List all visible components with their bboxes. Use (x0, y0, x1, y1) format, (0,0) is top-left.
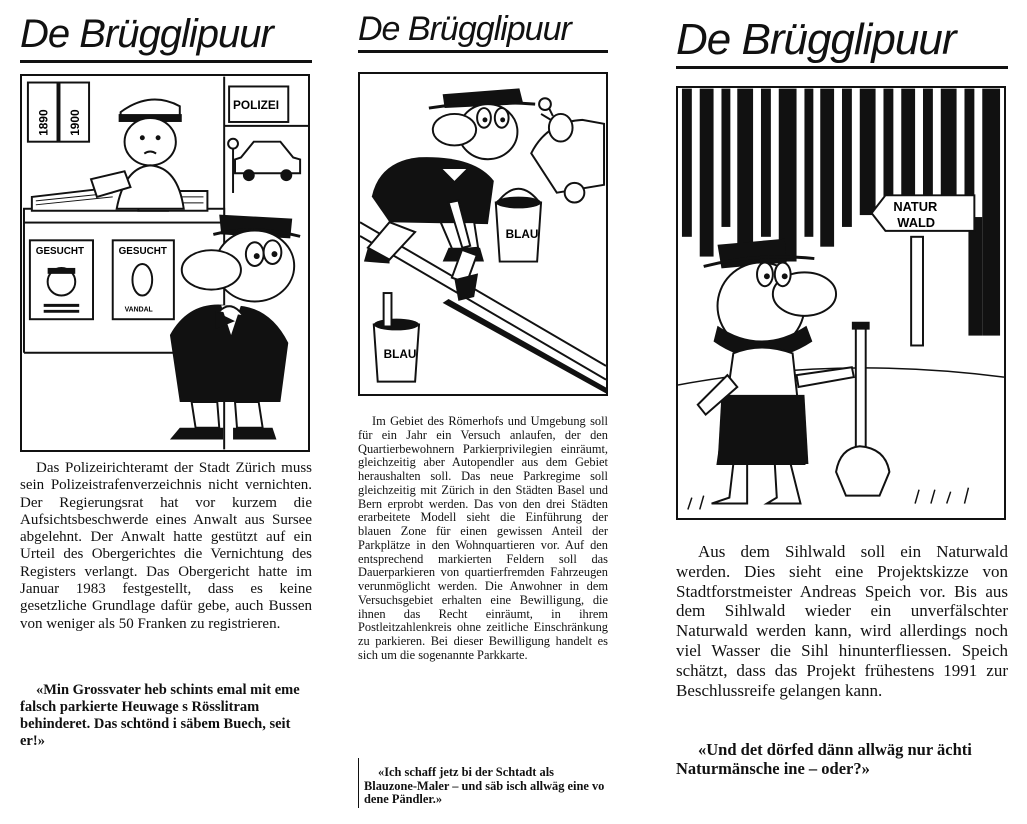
quote-separator (358, 758, 359, 808)
title-rule (676, 66, 1008, 69)
cartoon-police-office (22, 76, 308, 450)
strip-title: De Brügglipuur (20, 12, 273, 56)
poster-2-title: GESUCHT (118, 246, 167, 258)
cartoon-caption-quote: «Min Grossvater heb schints emal mit eme falsch parkierte Heuwage s Rösslitram behinderet. Das schtönd i säbem Buech, seit er!» (20, 682, 300, 749)
article-text: Im Gebiet des Römerhofs und Umgebung soll für ein Jahr ein Versuch anlaufen, der den Quartierbewohnern Parkierprivilegien einräumt, gleichzeitig aber Autopendler aus dem Gebiet heraushalten soll. Das neue Parkregime soll gleichzeitig mit Zürich in den Städten Basel und Bern erprobt werden. Das von den drei Städten erarbeitete Modell sieht die Einführung der blauen Zone für einen gewissen Anteil der Parkplätze in den Wohnquartieren vor. Auf den entsprechend markierten Feldern soll das Dauerparkieren von quartierfremden Fahrzeugen verunmöglicht werden. Die Anwohner in dem Versuchsgebiet erhalten eine Bewilligung, die ihnen das Recht einräumt, in ihrem Postleitzahlenkreis ohne zeitliche Einschränkung zu parkieren. Bei dieser Bewilligung handelt es sich um die sogenannte Parkkarte. (358, 414, 608, 662)
strip-title: De Brügglipuur (676, 15, 956, 64)
cartoon-blue-zone-painter (360, 74, 606, 394)
cartoon-panel-nature-forest (676, 86, 1006, 520)
poster-2-subtitle: VANDAL (124, 306, 153, 314)
poster-1-title: GESUCHT (35, 246, 85, 258)
bucket-label-2: BLAU (383, 346, 417, 361)
cartoon-panel-blue-zone (358, 72, 608, 396)
article-text: Das Polizeirichteramt der Stadt Zürich muss sein Polizeistrafenverzeichnis nicht vernichten. Der Regierungsrat hat vor kurzem die Aufsichtsbeschwerde eines Anwalt aus Sursee abgelehnt. Der Anwalt hatte gestützt auf ein Urteil des Obergerichtes die Vernichtung des Registers verlangt. Das Obergericht hatte im Januar 1983 festgestellt, dass es keine gesetzliche Grundlage dafür gebe, auch Bussen von weniger als 50 Franken zu registrieren. (20, 460, 312, 632)
title-rule (358, 50, 608, 53)
cartoon-caption-quote: «Ich schaff jetz bi der Schtadt als Blauzone-Maler – und säb isch allwäg eine vo dene Pändler.» (364, 765, 605, 806)
police-sign-text: POLIZEI (233, 98, 280, 113)
binder-label-2: 1900 (68, 109, 83, 136)
article-text: Aus dem Sihlwald soll ein Naturwald werden. Dies sieht eine Projektskizze von Stadtforstmeister Andreas Speich vor. Bis aus dem Sihlwald wieder ein unverfälschter Naturwald werden kann, wird allerdings noch viel Wasser die Sihl hinunterfliessen. Speich schätzt, dass das Projekt frühestens 1991 zur Beschlussreife gelangen kann. (676, 542, 1008, 700)
cartoon-panel-police (20, 74, 310, 452)
strip-title: De Brügglipuur (358, 10, 571, 48)
cartoon-nature-forest (678, 88, 1004, 518)
bucket-label-1: BLAU (505, 226, 539, 241)
nature-sign-line-1: NATUR (893, 199, 938, 215)
title-rule (20, 60, 312, 63)
nature-sign-line-2: WALD (897, 214, 936, 230)
cartoon-caption-quote: «Und det dörfed dänn allwäg nur ächti Naturmänsche ine – oder?» (676, 740, 972, 778)
binder-label-1: 1890 (36, 109, 51, 136)
